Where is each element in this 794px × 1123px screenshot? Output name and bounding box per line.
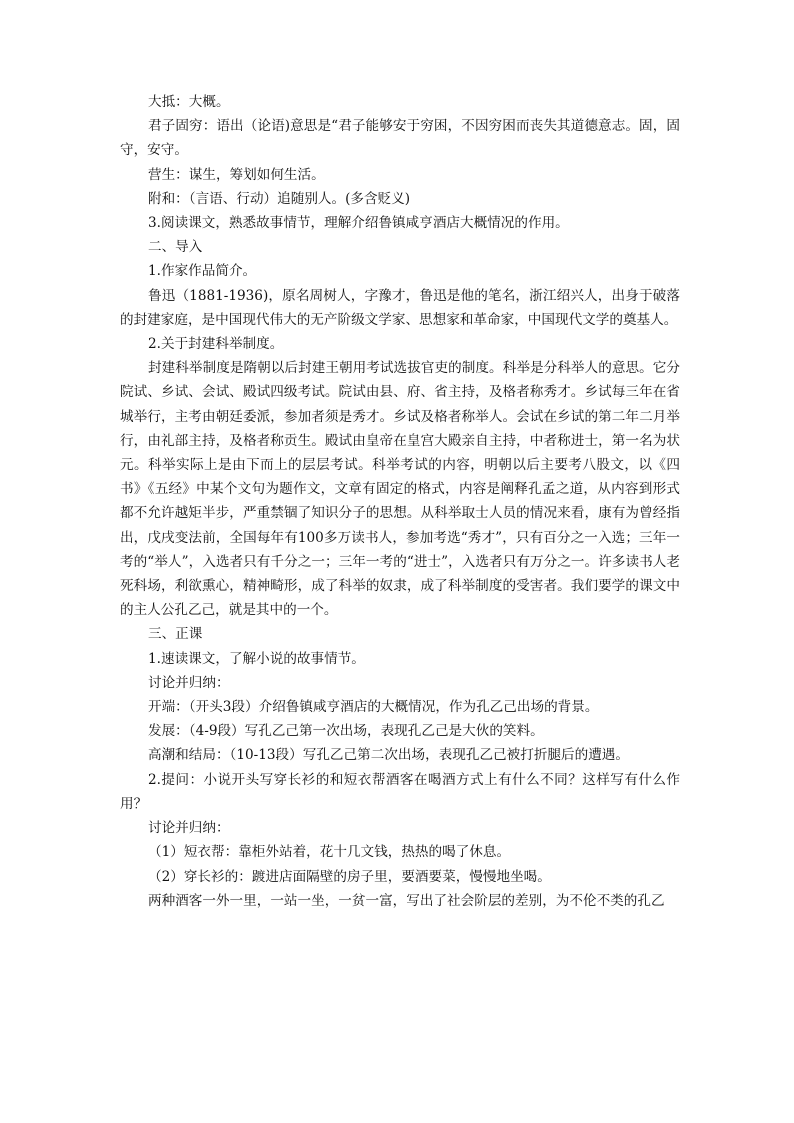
subheading-author-intro: 1.作家作品简介。	[148, 263, 257, 280]
section-heading-main: 三、正课	[148, 626, 203, 643]
paragraph-keju: 封建科举制度是隋朝以后封建王朝用考试选拔官吏的制度。科举是分科举人的意思。它分院试、乡试、会试、殿试四级考试。院试由县、府、省主持，及格者称秀才。乡试每三年在省城举行，主考由朝廷委派，参加者须是秀才。乡试及格者称举人。会试在乡试的第二年二月举行，由礼部主持，及格者称贡生。殿试由皇帝在皇宫大殿亲自主持，中者称进士，第一名为状元。科举实际上是由下而上的层层考试。科举考试的内容，明朝以后主要考八股文，以《四书》《五经》中某个文句为题作文，文章有固定的格式，内容是阐释孔孟之道，从内容到形式都不允许越矩半步，严重禁锢了知识分子的思想。从科举取士人员的情况来看，康有为曾经指出，戊戌变法前，全国每年有100多万读书人，参加考选“秀才”，只有百分之一入选；三年一考的“举人”，入选者只有千分之一；三年一考的“进士”，入选者只有万分之一。许多读书人老死科场，利欲熏心，精神畸形，成了科举的奴隶，成了科举制度的受害者。我们要学的课文中的主人公孔乙己，就是其中的一个。	[120, 360, 680, 619]
plot-climax: 高潮和结局：（10-13段）写孔乙己第二次出场，表现孔乙己被打折腿后的遭遇。	[148, 747, 629, 764]
section-heading-intro: 二、导入	[148, 239, 203, 256]
vocab-fuhe: 附和：（言语、行动）追随别人。(多含贬义)	[148, 190, 411, 207]
question-2: 2.提问：小说开头写穿长衫的和短衣帮酒客在喝酒方式上有什么不同？这样写有什么作用？	[120, 771, 680, 812]
subheading-keju: 2.关于封建科举制度。	[148, 336, 284, 353]
task-3: 3.阅读课文，熟悉故事情节，理解介绍鲁镇咸亨酒店大概情况的作用。	[148, 215, 569, 232]
label-discussion-1: 讨论并归纳：	[148, 674, 230, 691]
document-page	[120, 90, 680, 913]
point-long-gown: （2）穿长衫的：踱进店面隔壁的房子里，要酒要菜，慢慢地坐喝。	[148, 868, 551, 885]
vocab-junzi-guqiong: 君子固穷：语出（论语)意思是“君子能够安于穷困，不因穷困而丧失其道德意志。固，固守，安守。	[120, 118, 680, 159]
paragraph-luxun: 鲁迅（1881-1936)，原名周树人，字豫才，鲁迅是他的笔名，浙江绍兴人，出身于破落的封建家庭，是中国现代伟大的无产阶级文学家、思想家和革命家，中国现代文学的奠基人。	[120, 287, 680, 328]
point-short-coat: （1）短衣帮：靠柜外站着，花十几文钱，热热的喝了休息。	[148, 844, 511, 861]
plot-development: 发展：（4-9段）写孔乙己第一次出场，表现孔乙己是大伙的笑料。	[148, 723, 544, 740]
subheading-speed-read: 1.速读课文，了解小说的故事情节。	[148, 650, 365, 667]
vocab-yingsheng: 营生：谋生，筹划如何生活。	[148, 166, 325, 183]
label-discussion-2: 讨论并归纳：	[148, 820, 230, 837]
paragraph-contrast: 两种酒客一外一里，一站一坐，一贫一富，写出了社会阶层的差别，为不伦不类的孔乙	[148, 892, 665, 909]
plot-beginning: 开端：（开头3段）介绍鲁镇咸亨酒店的大概情况，作为孔乙己出场的背景。	[148, 699, 599, 716]
vocab-dagai: 大抵：大概。	[148, 94, 230, 110]
